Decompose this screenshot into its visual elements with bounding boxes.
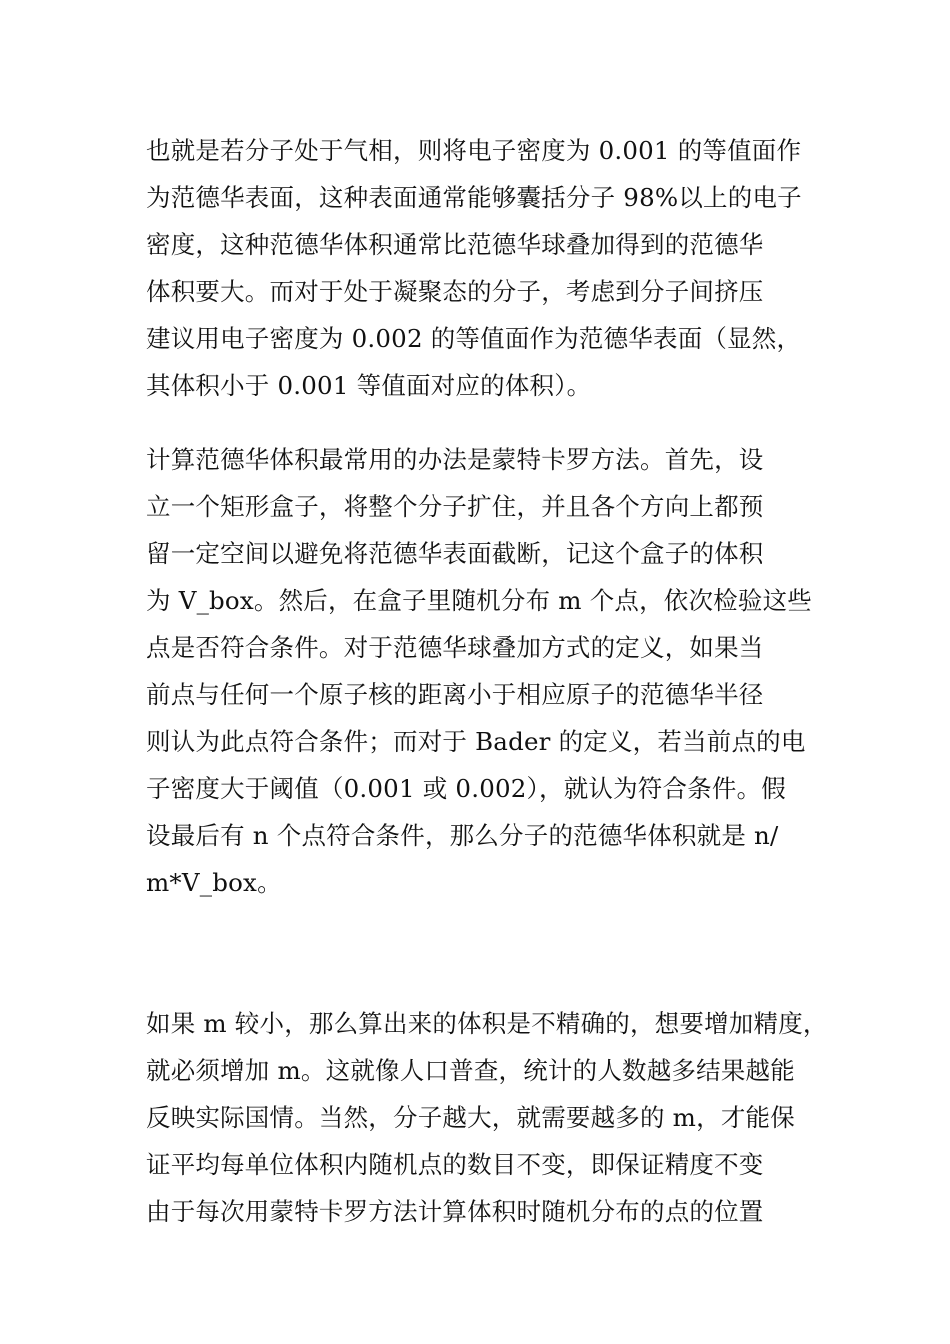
text-line: 前点与任何一个原子核的距离小于相应原子的范德华半径 [146, 680, 764, 709]
paragraph-precision-discussion [146, 1000, 826, 1235]
text-line: 为范德华表面，这种表面通常能够囊括分子 98%以上的电子 [146, 183, 802, 212]
text-line: 由于每次用蒙特卡罗方法计算体积时随机分布的点的位置 [146, 1197, 764, 1226]
text-line: 反映实际国情。当然，分子越大，就需要越多的 m，才能保 [146, 1103, 795, 1132]
text-line: 建议用电子密度为 0.002 的等值面作为范德华表面（显然， [146, 324, 802, 353]
text-line: 密度，这种范德华体积通常比范德华球叠加得到的范德华 [146, 230, 764, 259]
text-line: 就必须增加 m。这就像人口普查，统计的人数越多结果越能 [146, 1056, 795, 1085]
paragraph-vdw-surface-definition [146, 127, 826, 409]
text-line: 立一个矩形盒子，将整个分子扩住，并且各个方向上都预 [146, 492, 764, 521]
text-line: 则认为此点符合条件；而对于 Bader 的定义，若当前点的电 [146, 727, 806, 756]
paragraph-monte-carlo-method [146, 436, 826, 906]
text-line: 证平均每单位体积内随机点的数目不变，即保证精度不变 [146, 1150, 764, 1179]
text-line: m*V_box。 [146, 868, 282, 897]
text-line: 如果 m 较小，那么算出来的体积是不精确的，想要增加精度， [146, 1009, 828, 1038]
text-line: 为 V_box。然后，在盒子里随机分布 m 个点，依次检验这些 [146, 586, 812, 615]
text-line: 体积要大。而对于处于凝聚态的分子，考虑到分子间挤压 [146, 277, 764, 306]
text-line: 留一定空间以避免将范德华表面截断，记这个盒子的体积 [146, 539, 764, 568]
text-line: 也就是若分子处于气相，则将电子密度为 0.001 的等值面作 [146, 136, 802, 165]
text-line: 计算范德华体积最常用的办法是蒙特卡罗方法。首先，设 [146, 445, 764, 474]
text-line: 设最后有 n 个点符合条件，那么分子的范德华体积就是 n/ [146, 821, 779, 850]
text-line: 其体积小于 0.001 等值面对应的体积）。 [146, 371, 592, 400]
text-line: 子密度大于阈值（0.001 或 0.002），就认为符合条件。假 [146, 774, 787, 803]
text-line: 点是否符合条件。对于范德华球叠加方式的定义，如果当 [146, 633, 764, 662]
